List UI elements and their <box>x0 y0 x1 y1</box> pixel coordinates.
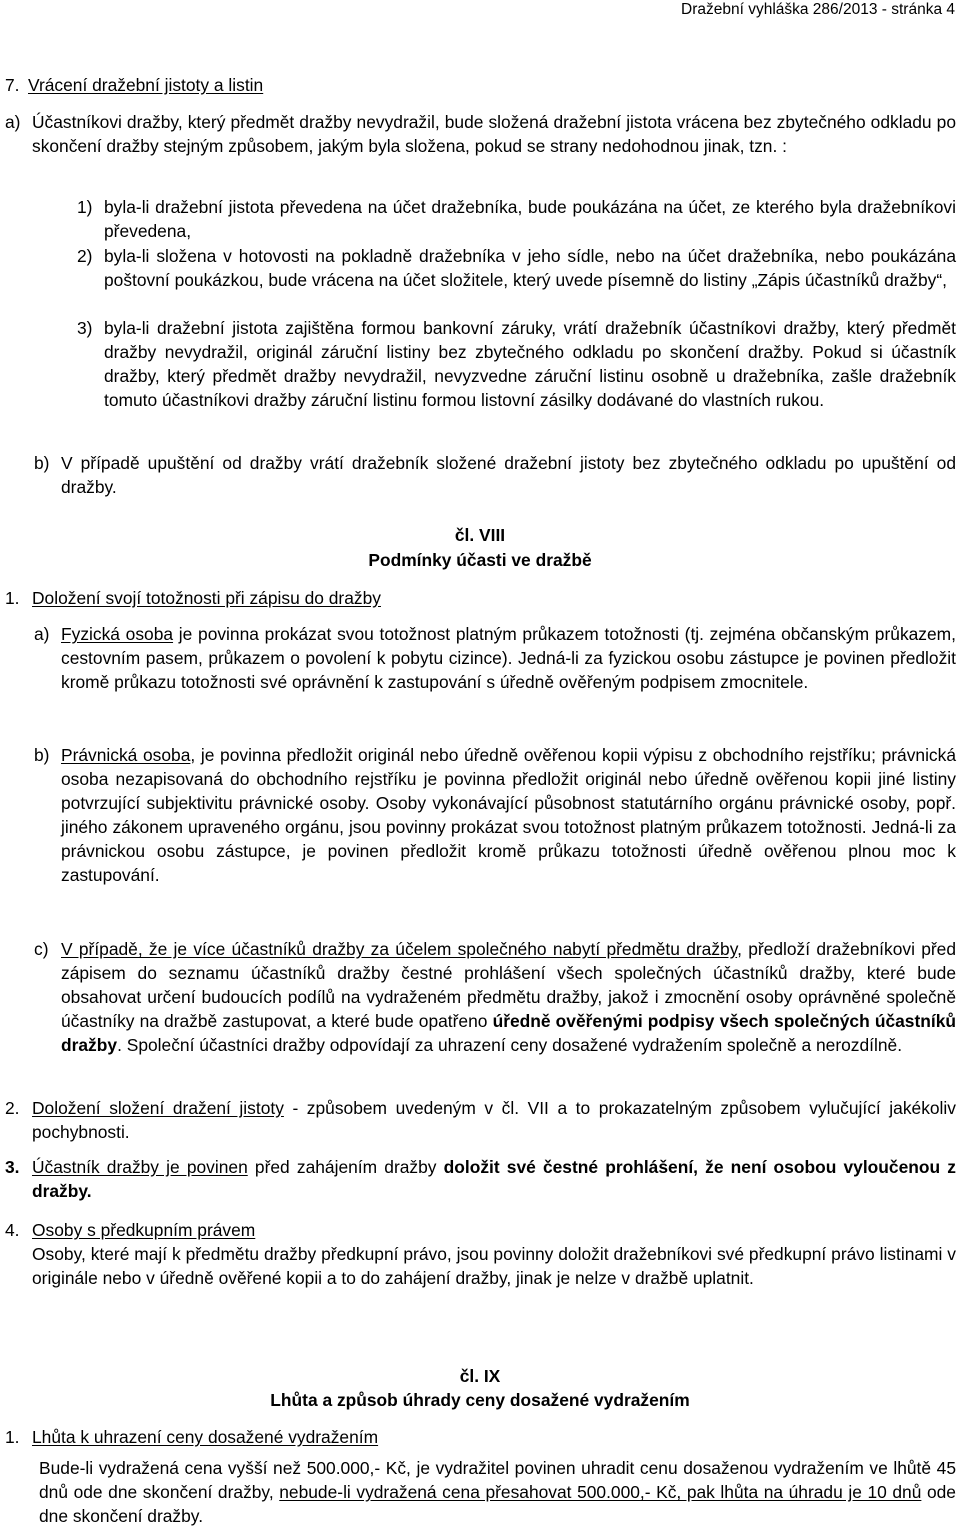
article-8-title: Podmínky účasti ve dražbě <box>368 550 592 570</box>
a8-b-text: Právnická osoba, je povinna předložit originál nebo úředně ověřenou kopii výpisu z obchodního rejstříku; právnická osoba nezapisovaná do obchodního rejstříku je povinna předložit originál nebo úředně ověřenou kopii jiné listiny potvrzující subjektivitu právnické osoby. Osoby vykonávající působnost statutárního orgánu právnické osoby, popř. jiného zákonem upraveného orgánu, jsou povinny prokázat svou totožnost platným průkazem totožnosti. Jedná-li za právnickou osobu zástupce, je povinen předložit kromě průkazu totožnosti úředně ověřenou plnou moc k zastupování. <box>61 745 956 886</box>
s7-a-label: a) <box>5 112 21 132</box>
a8-p2-number: 2. <box>5 1098 20 1118</box>
a8-p3-text: Účastník dražby je povinen před zahájením dražby doložit své čestné prohlášení, že není osobou vyloučenou z dražby. <box>32 1157 956 1202</box>
s7-b-label: b) <box>34 453 50 473</box>
s7-item-2-label: 2) <box>77 246 93 266</box>
a8-b-label: b) <box>34 745 50 765</box>
s7-a-text: Účastníkovi dražby, který předmět dražby nevydražil, bude složená dražební jistota vrácena bez zbytečného odkladu po skončení dražby stejným způsobem, jakým byla složena, pokud se strany nedohodnou jinak, tzn. : <box>32 112 956 157</box>
a8-p2-text: Doložení složení dražení jistoty - způsobem uvedeným v čl. VII a to prokazatelným způsobem vylučující jakékoliv pochybnosti. <box>32 1098 956 1143</box>
a9-p1-title: Lhůta k uhrazení ceny dosažené vydražením <box>32 1427 379 1447</box>
a8-p4-title: Osoby s předkupním právem <box>32 1220 256 1240</box>
s7-item-1-text: byla-li dražební jistota převedena na účet dražebníka, bude poukázána na účet, ze kterého byla dražebníkovi převedena, <box>104 197 956 242</box>
article-8-heading: čl. VIII <box>454 525 506 545</box>
a8-p3-number: 3. <box>5 1157 20 1177</box>
a8-a-text: Fyzická osoba je povinna prokázat svou totožnost platným průkazem totožnosti (tj. zejména občanským průkazem, cestovním pasem, průkazem o povolení k pobytu cizince). Jedná-li za fyzickou osobu zástupce je povinen předložit kromě průkazu totožnosti své oprávnění k zastupování s úředně ověřeným podpisem zmocnitele. <box>61 624 956 693</box>
a8-c-text: V případě, že je více účastníků dražby za účelem společného nabytí předmětu dražby, předloží dražebníkovi před zápisem do seznamu účastníků dražby čestné prohlášení všech společných účastníků dražby, které bude obsahovat určení budoucích podílů na vydraženém předmětu dražby, jakož i zmocnění osoby oprávněné společně účastníky na dražbě zastupovat, a které bude opatřeno úředně ověřenými podpisy všech společných účastníků dražby. Společní účastníci dražby odpovídají za uhrazení ceny dosažené vydražením společně a nerozdílně. <box>61 939 957 1056</box>
section-7-number: 7. <box>5 75 20 95</box>
a8-p1-title: Doložení svojí totožnosti při zápisu do dražby <box>32 588 381 608</box>
s7-item-3-text: byla-li dražební jistota zajištěna formou bankovní záruky, vrátí dražebník účastníkovi dražby, který předmět dražby nevydražil, originál záruční listiny bez zbytečného odkladu po skončení dražby. Pokud si účastník dražby, který předmět dražby nevydražil, nevyzvedne záruční listinu osobně u dražebníka, zašle dražebník tomuto účastníkovi dražby záruční listinu formou listovní zásilky dodávané do vlastních rukou. <box>104 318 956 411</box>
article-9-heading: čl. IX <box>459 1366 501 1386</box>
a9-p1-text: Bude-li vydražená cena vyšší než 500.000,- Kč, je vydražitel povinen uhradit cenu dosaženou vydražením ve lhůtě 45 dnů ode dne skončení dražby, nebude-li vydražená cena přesahovat 500.000,- Kč, pak lhůta na úhradu je 10 dnů ode dne skončení dražby. <box>39 1458 956 1527</box>
section-7-title: Vrácení dražební jistoty a listin <box>28 75 264 95</box>
article-9-title: Lhůta a způsob úhrady ceny dosažené vydražením <box>270 1390 690 1410</box>
s7-item-2-text: byla-li složena v hotovosti na pokladně dražebníka v jeho sídle, nebo na účet dražebníka, nebo poukázána poštovní poukázkou, bude vrácena na účet složitele, který uvede písemně do listiny „Zápis účastníků dražby“, <box>104 246 956 291</box>
page-header: Dražební vyhláška 286/2013 - stránka 4 <box>681 1 955 18</box>
a9-p1-number: 1. <box>5 1427 20 1447</box>
a8-a-label: a) <box>34 624 50 644</box>
a8-c-label: c) <box>34 939 49 959</box>
a8-p4-number: 4. <box>5 1220 20 1240</box>
s7-b-text: V případě upuštění od dražby vrátí dražebník složené dražební jistoty bez zbytečného odkladu po upuštění od dražby. <box>61 453 956 498</box>
a8-p4-text: Osoby, které mají k předmětu dražby předkupní právo, jsou povinny doložit dražebníkovi své předkupní právo listinami v originále nebo v úředně ověřené kopii a to do zahájení dražby, jinak je nelze v dražbě uplatnit. <box>32 1244 956 1289</box>
a8-p1-number: 1. <box>5 588 20 608</box>
s7-item-3-label: 3) <box>77 318 93 338</box>
s7-item-1-label: 1) <box>77 197 93 217</box>
